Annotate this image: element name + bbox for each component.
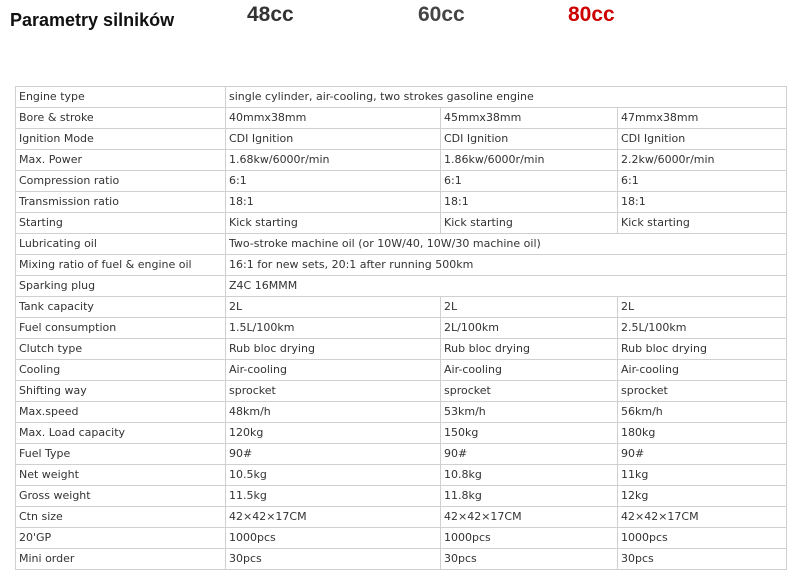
- table-cell: 1.86kw/6000r/min: [441, 150, 618, 171]
- table-cell: 120kg: [226, 423, 441, 444]
- table-cell: 1000pcs: [441, 528, 618, 549]
- table-cell: Air-cooling: [441, 360, 618, 381]
- row-label: Max. Load capacity: [16, 423, 226, 444]
- table-cell: 10.8kg: [441, 465, 618, 486]
- table-cell: 12kg: [618, 486, 787, 507]
- table-row: [16, 234, 787, 255]
- table-cell: Z4C 16MMM: [226, 276, 787, 297]
- table-cell: CDI Ignition: [441, 129, 618, 150]
- table-row: [16, 129, 787, 150]
- table-cell: Rub bloc drying: [226, 339, 441, 360]
- table-row: [16, 507, 787, 528]
- table-cell: CDI Ignition: [226, 129, 441, 150]
- table-cell: 42×42×17CM: [441, 507, 618, 528]
- table-cell: 2.2kw/6000r/min: [618, 150, 787, 171]
- model-80cc-label: 80cc: [568, 3, 615, 26]
- table-row: [16, 171, 787, 192]
- table-cell: 30pcs: [441, 549, 618, 570]
- table-cell: 56km/h: [618, 402, 787, 423]
- row-label: Max.speed: [16, 402, 226, 423]
- table-cell: Air-cooling: [618, 360, 787, 381]
- table-cell: single cylinder, air-cooling, two strokes gasoline engine: [226, 87, 787, 108]
- table-cell: 45mmx38mm: [441, 108, 618, 129]
- row-label: Ignition Mode: [16, 129, 226, 150]
- table-cell: Air-cooling: [226, 360, 441, 381]
- table-cell: 180kg: [618, 423, 787, 444]
- table-cell: Kick starting: [441, 213, 618, 234]
- table-row: [16, 150, 787, 171]
- row-label: Cooling: [16, 360, 226, 381]
- table-cell: sprocket: [441, 381, 618, 402]
- table-cell: 1.5L/100km: [226, 318, 441, 339]
- table-cell: 90#: [226, 444, 441, 465]
- table-cell: 11.8kg: [441, 486, 618, 507]
- table-cell: 30pcs: [226, 549, 441, 570]
- page-title: Parametry silników: [10, 10, 175, 30]
- table-cell: 6:1: [226, 171, 441, 192]
- table-row: [16, 423, 787, 444]
- table-cell: 47mmx38mm: [618, 108, 787, 129]
- row-label: Net weight: [16, 465, 226, 486]
- table-cell: 16:1 for new sets, 20:1 after running 500km: [226, 255, 787, 276]
- table-cell: 1000pcs: [618, 528, 787, 549]
- row-label: Max. Power: [16, 150, 226, 171]
- row-label: Compression ratio: [16, 171, 226, 192]
- table-cell: 10.5kg: [226, 465, 441, 486]
- table-row: [16, 192, 787, 213]
- table-cell: 18:1: [226, 192, 441, 213]
- model-48cc-label: 48cc: [247, 3, 294, 26]
- row-label: Mixing ratio of fuel & engine oil: [16, 255, 226, 276]
- row-label: Mini order: [16, 549, 226, 570]
- table-cell: 1.68kw/6000r/min: [226, 150, 441, 171]
- table-cell: Kick starting: [618, 213, 787, 234]
- row-label: 20'GP: [16, 528, 226, 549]
- table-row: [16, 339, 787, 360]
- table-row: [16, 549, 787, 570]
- table-cell: 42×42×17CM: [618, 507, 787, 528]
- row-label: Starting: [16, 213, 226, 234]
- table-row: [16, 381, 787, 402]
- row-label: Sparking plug: [16, 276, 226, 297]
- spec-table: [15, 86, 787, 570]
- table-row: [16, 360, 787, 381]
- table-cell: 2.5L/100km: [618, 318, 787, 339]
- table-cell: 2L: [226, 297, 441, 318]
- table-cell: sprocket: [618, 381, 787, 402]
- table-cell: 18:1: [441, 192, 618, 213]
- row-label: Clutch type: [16, 339, 226, 360]
- table-cell: 6:1: [441, 171, 618, 192]
- table-row: [16, 213, 787, 234]
- table-row: [16, 255, 787, 276]
- row-label: Transmission ratio: [16, 192, 226, 213]
- table-cell: 42×42×17CM: [226, 507, 441, 528]
- table-row: [16, 528, 787, 549]
- table-row: [16, 402, 787, 423]
- table-row: [16, 444, 787, 465]
- table-cell: 90#: [441, 444, 618, 465]
- model-60cc-label: 60cc: [418, 3, 465, 26]
- table-row: [16, 297, 787, 318]
- table-cell: Rub bloc drying: [441, 339, 618, 360]
- table-row: [16, 318, 787, 339]
- table-cell: 48km/h: [226, 402, 441, 423]
- table-row: [16, 465, 787, 486]
- row-label: Ctn size: [16, 507, 226, 528]
- row-label: Tank capacity: [16, 297, 226, 318]
- table-cell: 2L: [441, 297, 618, 318]
- table-cell: 90#: [618, 444, 787, 465]
- row-label: Bore & stroke: [16, 108, 226, 129]
- table-cell: 6:1: [618, 171, 787, 192]
- spec-table-body: [16, 87, 787, 570]
- table-cell: Two-stroke machine oil (or 10W/40, 10W/30 machine oil): [226, 234, 787, 255]
- table-cell: sprocket: [226, 381, 441, 402]
- table-row: [16, 87, 787, 108]
- table-cell: 53km/h: [441, 402, 618, 423]
- table-cell: 2L: [618, 297, 787, 318]
- table-cell: 2L/100km: [441, 318, 618, 339]
- table-row: [16, 486, 787, 507]
- table-cell: 11.5kg: [226, 486, 441, 507]
- row-label: Shifting way: [16, 381, 226, 402]
- table-cell: CDI Ignition: [618, 129, 787, 150]
- table-cell: 11kg: [618, 465, 787, 486]
- table-cell: Kick starting: [226, 213, 441, 234]
- table-cell: Rub bloc drying: [618, 339, 787, 360]
- table-cell: 30pcs: [618, 549, 787, 570]
- table-cell: 150kg: [441, 423, 618, 444]
- row-label: Engine type: [16, 87, 226, 108]
- table-cell: 40mmx38mm: [226, 108, 441, 129]
- table-row: [16, 276, 787, 297]
- row-label: Gross weight: [16, 486, 226, 507]
- row-label: Lubricating oil: [16, 234, 226, 255]
- table-cell: 18:1: [618, 192, 787, 213]
- row-label: Fuel consumption: [16, 318, 226, 339]
- row-label: Fuel Type: [16, 444, 226, 465]
- table-cell: 1000pcs: [226, 528, 441, 549]
- table-row: [16, 108, 787, 129]
